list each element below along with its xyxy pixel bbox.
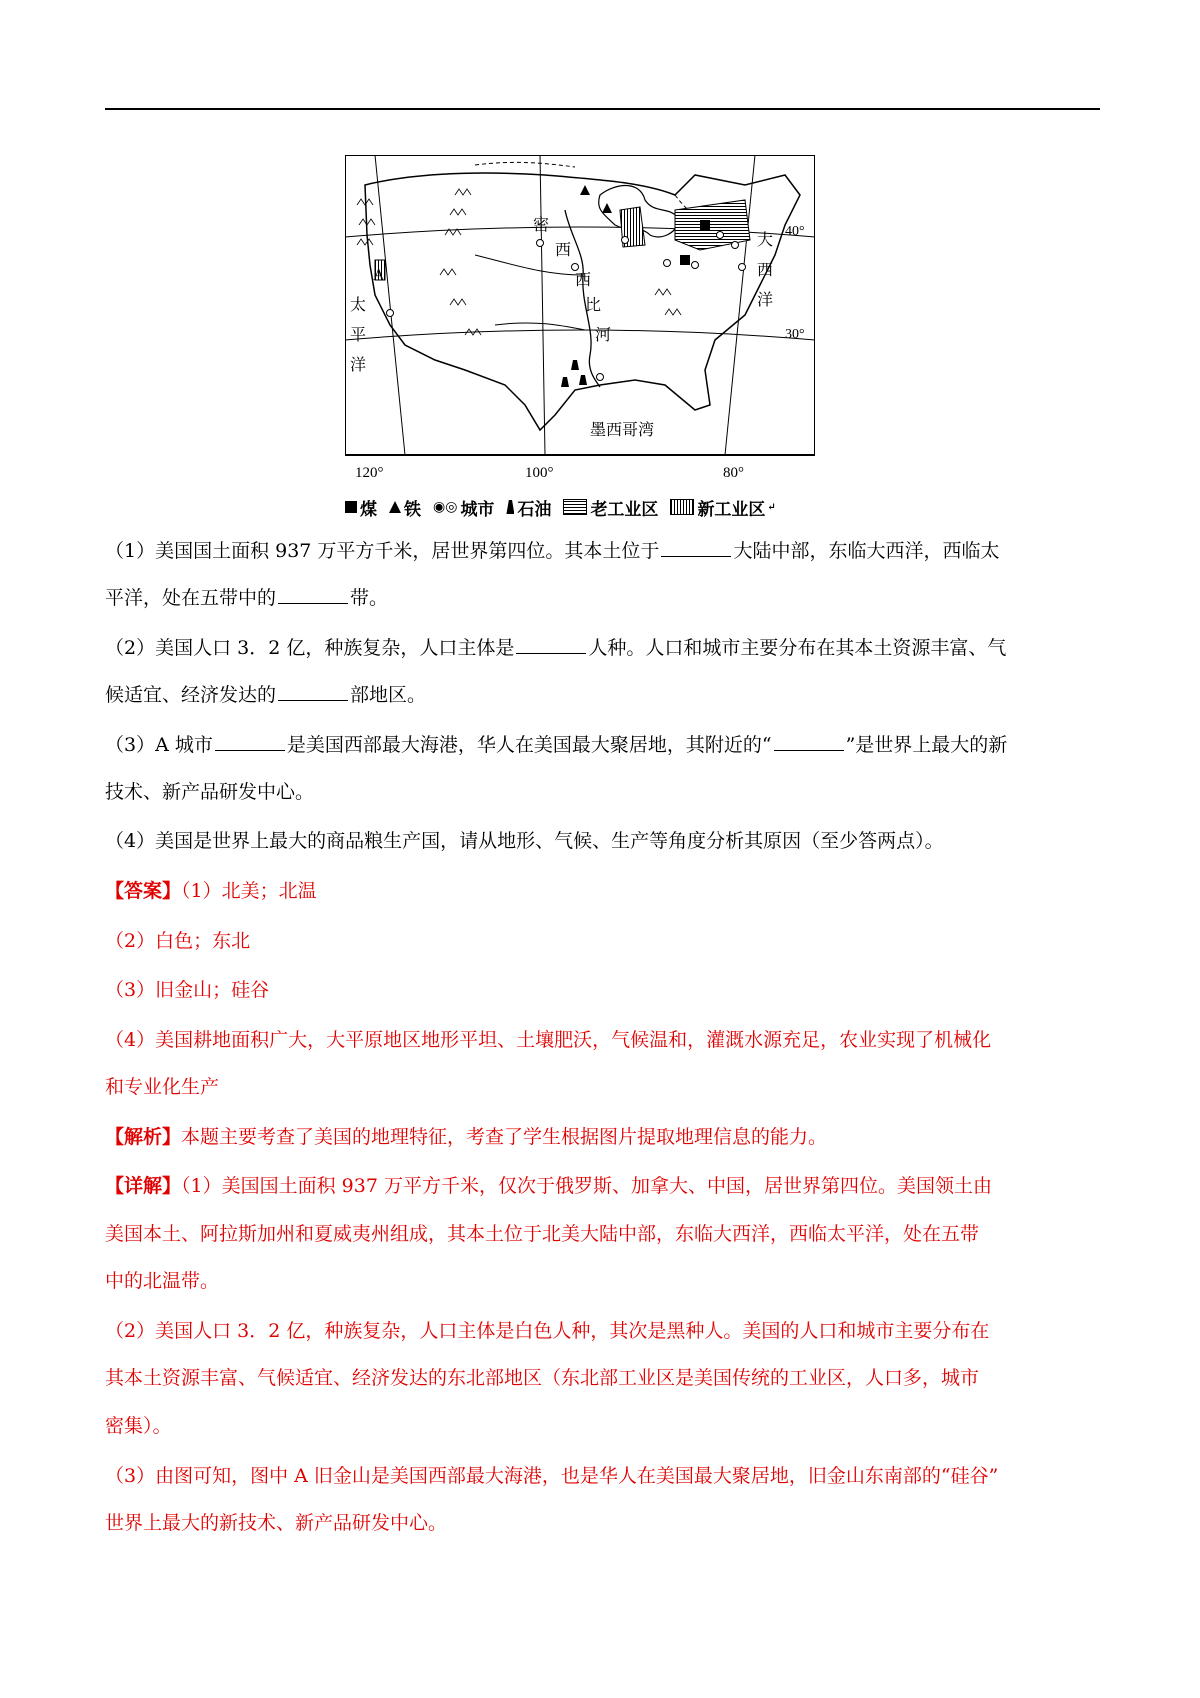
lon-label-120: 120° <box>355 465 384 481</box>
answer-tag: 【答案】 <box>105 880 182 902</box>
legend-new-industry: 新工业区 ↵ <box>670 495 775 520</box>
detail-tag: 【详解】 <box>105 1175 182 1197</box>
atlantic-label-1: 大 <box>757 232 774 249</box>
pacific-label-1: 太 <box>350 297 367 314</box>
detail-2: （2）美国人口 3．2 亿，种族复杂，人口主体是白色人种，其次是黑种人。美国的人口和城市主要分布在 <box>105 1320 990 1342</box>
blank <box>774 749 844 751</box>
pacific-label-3: 洋 <box>350 357 367 374</box>
blank <box>278 602 348 604</box>
map-legend <box>345 494 865 520</box>
atlantic-label-3: 洋 <box>757 292 774 309</box>
detail-1: 【详解】（1）美国国土面积 937 万平方千米，仅次于俄罗斯、加拿大、中国，居世界第四位。美国领土由 <box>105 1175 992 1197</box>
question-4: （4）美国是世界上最大的商品粮生产国，请从地形、气候、生产等角度分析其原因（至少答两点）。 <box>105 830 944 852</box>
analysis-tag: 【解析】 <box>105 1126 182 1148</box>
question-1: （1）美国国土面积 937 万平方千米，居世界第四位。其本土位于 大陆中部，东临大西洋，西临太 <box>105 540 1000 562</box>
answer-4-cont: 和专业化生产 <box>105 1076 220 1098</box>
detail-3-cont: 世界上最大的新技术、新产品研发中心。 <box>105 1512 448 1534</box>
analysis: 【解析】本题主要考查了美国的地理特征，考查了学生根据图片提取地理信息的能力。 <box>105 1126 828 1148</box>
answer-2: （2）白色；东北 <box>105 930 251 952</box>
lon-label-80: 80° <box>723 465 744 481</box>
detail-2-cont-2: 密集）。 <box>105 1415 172 1437</box>
answer-3: （3）旧金山；硅谷 <box>105 979 270 1001</box>
legend-oil: 石油 <box>506 495 551 520</box>
atlantic-label-2: 西 <box>757 262 774 279</box>
blank <box>661 555 731 557</box>
river-label-4: 比 <box>585 297 602 314</box>
oil-icon <box>506 500 514 514</box>
gulf-label: 墨西哥湾 <box>590 422 655 439</box>
lat-label-40: 40° <box>785 224 805 239</box>
legend-old-industry: 老工业区 <box>563 495 658 520</box>
usa-map <box>345 155 815 485</box>
question-2: （2）美国人口 3．2 亿，种族复杂，人口主体是 人种。人口和城市主要分布在其本土资源丰富、气 <box>105 637 1007 659</box>
header-rule <box>105 108 1100 110</box>
lat-label-30: 30° <box>785 327 805 342</box>
question-2-cont: 候适宜、经济发达的 部地区。 <box>105 684 427 706</box>
blank <box>215 749 285 751</box>
old-industry-swatch <box>563 499 587 515</box>
answer-4: （4）美国耕地面积广大，大平原地区地形平坦、土壤肥沃，气候温和，灌溉水源充足，农业实现了机械化 <box>105 1029 992 1051</box>
detail-3: （3）由图可知，图中 A 旧金山是美国西部最大海港，也是华人在美国最大聚居地，旧金山东南部的“硅谷” <box>105 1465 999 1487</box>
new-industry-swatch <box>670 499 694 515</box>
detail-1-cont-2: 中的北温带。 <box>105 1270 220 1292</box>
question-3: （3）A 城市 是美国西部最大海港，华人在美国最大聚居地，其附近的“ ”是世界上最大的新 <box>105 734 1008 756</box>
answer-1: 【答案】（1）北美；北温 <box>105 880 317 902</box>
iron-icon <box>389 501 401 513</box>
question-1-cont: 平洋，处在五带中的 带。 <box>105 587 389 609</box>
city-icon: ◉◎ <box>433 499 458 515</box>
legend-coal: 煤 <box>345 495 377 520</box>
detail-1-cont: 美国本土、阿拉斯加州和夏威夷州组成，其本土位于北美大陆中部，东临大西洋，西临太平洋，处在五带 <box>105 1223 980 1245</box>
river-label-2: 西 <box>555 242 572 259</box>
city-a-label: A <box>373 267 385 284</box>
river-label-3: 西 <box>575 272 592 289</box>
coal-icon <box>345 501 357 513</box>
detail-2-cont: 其本土资源丰富、气候适宜、经济发达的东北部地区（东北部工业区是美国传统的工业区，人口多，城市 <box>105 1367 980 1389</box>
legend-city: ◉◎ 城市 <box>433 499 495 520</box>
blank <box>278 699 348 701</box>
pacific-label-2: 平 <box>350 327 367 344</box>
lon-label-100: 100° <box>525 465 554 481</box>
river-label-1: 密 <box>533 217 550 234</box>
question-3-cont: 技术、新产品研发中心。 <box>105 781 315 803</box>
river-label-5: 河 <box>595 327 612 344</box>
legend-iron: 铁 <box>389 495 421 520</box>
paragraph-mark: ↵ <box>767 501 776 513</box>
blank <box>516 652 586 654</box>
